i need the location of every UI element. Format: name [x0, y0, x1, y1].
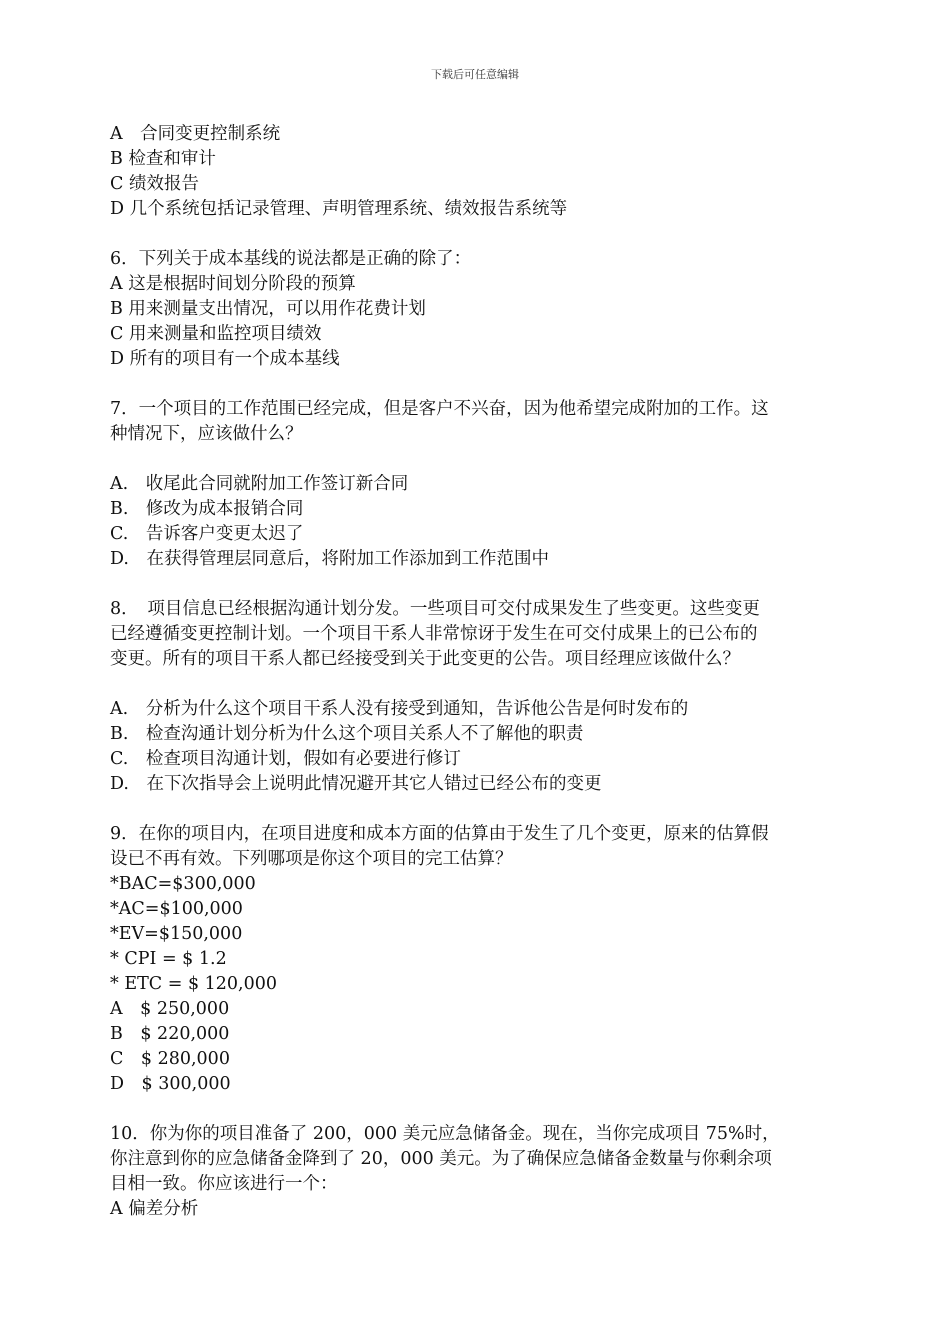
text-line: 9．在你的项目内，在项目进度和成本方面的估算由于发生了几个变更，原来的估算假	[110, 824, 769, 844]
text-line: D 所有的项目有一个成本基线	[110, 349, 340, 369]
text-line: A 这是根据时间划分阶段的预算	[110, 274, 356, 294]
text-line: 目相一致。你应该进行一个：	[110, 1174, 338, 1194]
text-line: C. 检查项目沟通计划，假如有必要进行修订	[110, 749, 461, 769]
text-line: B $ 220,000	[110, 1024, 230, 1044]
text-line: *AC=$100,000	[110, 899, 243, 919]
text-line: A $ 250,000	[110, 999, 230, 1019]
text-line: * ETC = $ 120,000	[110, 974, 278, 994]
paragraph-gap	[110, 672, 850, 697]
text-line: * CPI = $ 1.2	[110, 949, 227, 969]
text-line: B. 修改为成本报销合同	[110, 499, 304, 519]
text-line: *EV=$150,000	[110, 924, 243, 944]
text-line: C 用来测量和监控项目绩效	[110, 324, 322, 344]
text-line: 6．下列关于成本基线的说法都是正确的除了：	[110, 249, 472, 269]
text-line: 已经遵循变更控制计划。一个项目干系人非常惊讶于发生在可交付成果上的已公布的	[110, 624, 758, 644]
text-line: D. 在下次指导会上说明此情况避开其它人错过已经公布的变更	[110, 774, 602, 794]
text-line: D. 在获得管理层同意后，将附加工作添加到工作范围中	[110, 549, 549, 569]
text-line: A 合同变更控制系统	[110, 124, 281, 144]
page-header: 下载后可任意编辑	[431, 68, 519, 81]
text-line: A. 收尾此合同就附加工作签订新合同	[110, 474, 409, 494]
paragraph-gap	[110, 222, 850, 247]
text-line: 8． 项目信息已经根据沟通计划分发。一些项目可交付成果发生了些变更。这些变更	[110, 599, 760, 619]
text-line: 设已不再有效。下列哪项是你这个项目的完工估算？	[110, 849, 513, 869]
text-line: B 检查和审计	[110, 149, 216, 169]
text-line: A 偏差分析	[110, 1199, 199, 1219]
text-line: C. 告诉客户变更太迟了	[110, 524, 304, 544]
text-line: 7．一个项目的工作范围已经完成，但是客户不兴奋，因为他希望完成附加的工作。这	[110, 399, 769, 419]
text-line: 变更。所有的项目干系人都已经接受到关于此变更的公告。项目经理应该做什么？	[110, 649, 740, 669]
text-line: C 绩效报告	[110, 174, 199, 194]
text-line: A. 分析为什么这个项目干系人没有接受到通知，告诉他公告是何时发布的	[110, 699, 689, 719]
text-line: D $ 300,000	[110, 1074, 231, 1094]
text-line: C $ 280,000	[110, 1049, 230, 1069]
paragraph-gap	[110, 797, 850, 822]
paragraph-gap	[110, 372, 850, 397]
text-line: *BAC=$300,000	[110, 874, 256, 894]
text-line: 10．你为你的项目准备了 200，000 美元应急储备金。现在，当你完成项目 75%时，	[110, 1124, 780, 1144]
text-line: 你注意到你的应急储备金降到了 20，000 美元。为了确保应急储备金数量与你剩余项	[110, 1149, 772, 1169]
paragraph-gap	[110, 1097, 850, 1122]
text-line: 种情况下，应该做什么？	[110, 424, 303, 444]
text-line: B 用来测量支出情况，可以用作花费计划	[110, 299, 426, 319]
paragraph-gap	[110, 447, 850, 472]
text-line: D 几个系统包括记录管理、声明管理系统、绩效报告系统等	[110, 199, 568, 219]
document-body	[110, 122, 850, 1222]
paragraph-gap	[110, 572, 850, 597]
text-line: B. 检查沟通计划分析为什么这个项目关系人不了解他的职责	[110, 724, 584, 744]
